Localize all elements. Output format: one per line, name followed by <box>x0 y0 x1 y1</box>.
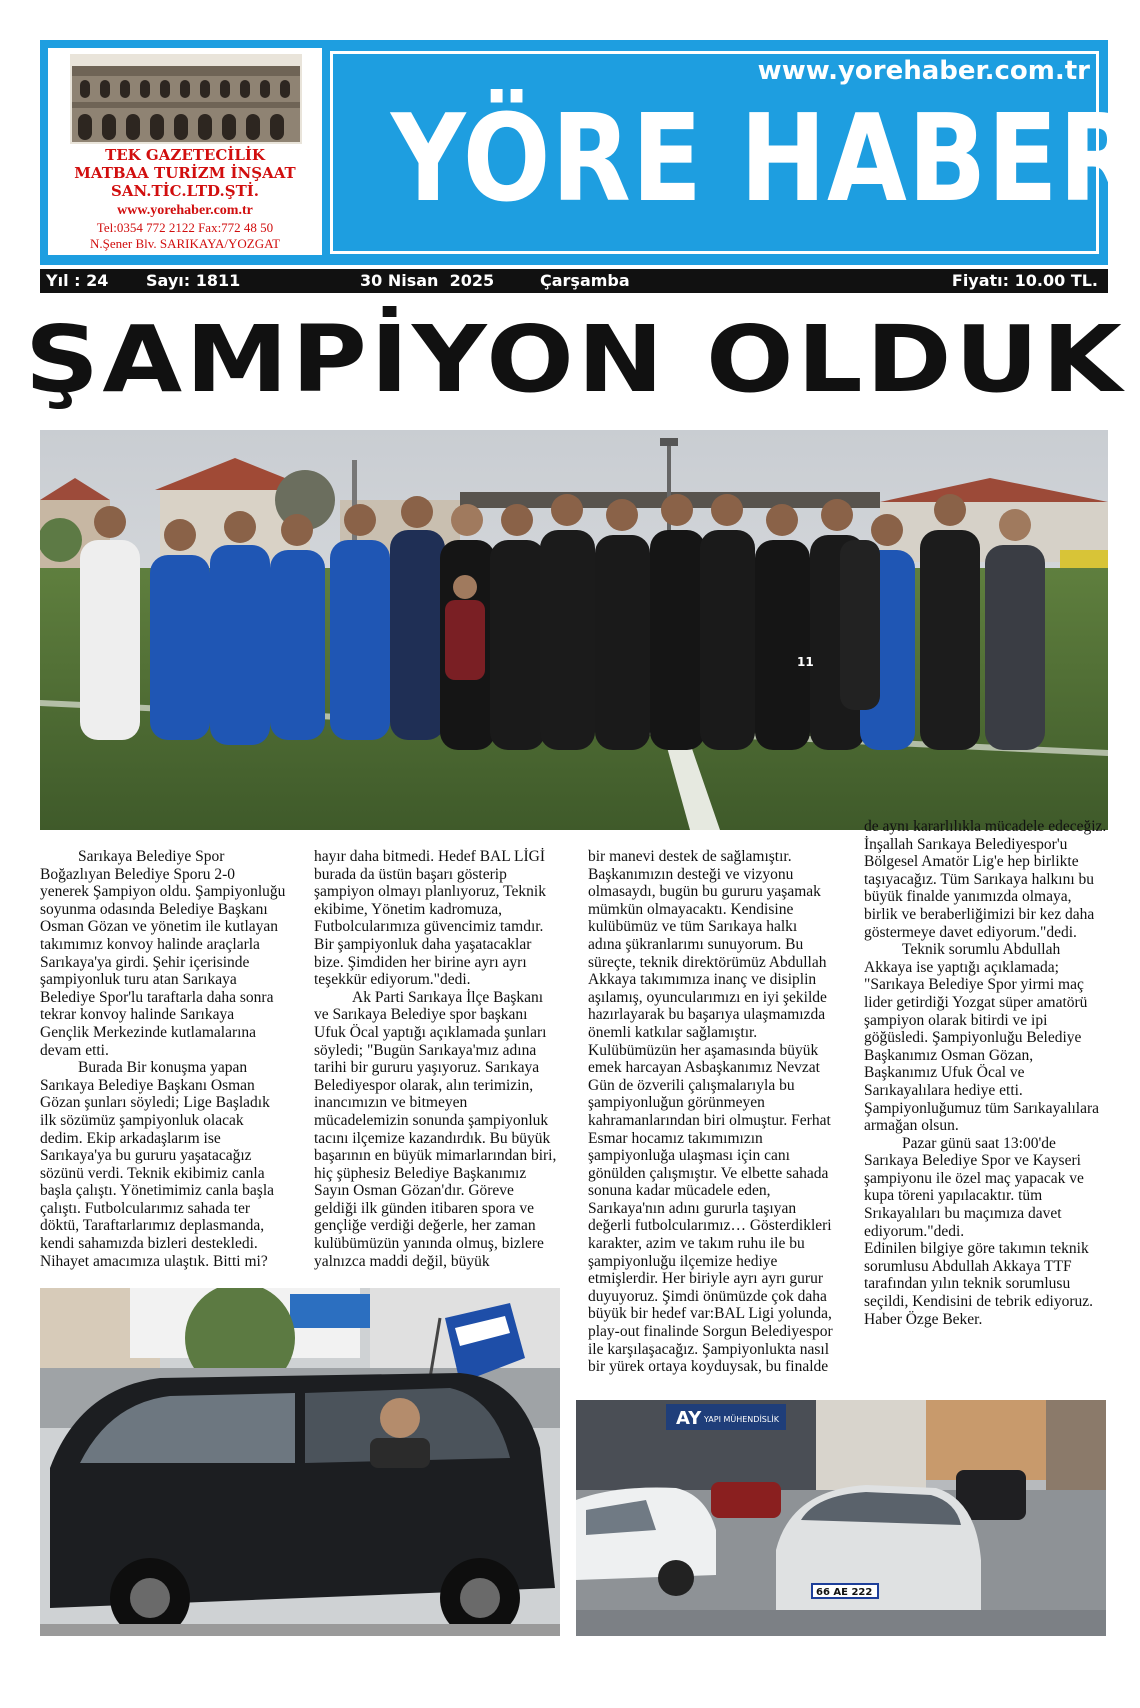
issue-year: Yıl : 24 <box>46 271 109 290</box>
publisher-address: N.Şener Blv. SARIKAYA/YOZGAT <box>89 236 281 251</box>
issue-price: Fiyatı: 10.00 TL. <box>951 271 1098 290</box>
article-paragraph: Burada Bir konuşma yapan Sarıkaya Belediye Başkanı Osman Gözan şunları söyledi; Lige Başladık ilk sözümüz şampiyonluk olacak dedim. Ekip arkadaşlarım ise Sarıkaya'ya bu gururu yaşatacağız sözünü verdi. Teknik ekibimiz canla başla çalıştı. Yönetimimiz canla başla çalıştı. Futbolcularımız sahada ter döktü, Taraftarlarımız deplasmanda, kendi sahamızda bizleri destekledi. Nihayet amacımıza ulaştık. Bitti mi? <box>40 1059 274 1270</box>
main-headline: ŞAMPİYON OLDUK <box>24 306 1126 413</box>
license-plate: 66 AE 222 <box>816 1587 873 1598</box>
issue-weekday: Çarşamba <box>540 271 630 290</box>
article-paragraph: Teknik sorumlu Abdullah Akkaya ise yaptığı açıklamada; "Sarıkaya Belediye Spor yirmi maç lider getirdiği Yozgat süper amatörü şampiyon olarak bitirdi ve ipi göğüsledi. Şampiyonluğu Belediye Başkanımız Osman Gözan, Başkanımız Ufuk Öcal ve Sarıkayalılara hediye etti. Şampiyonluğumuz tüm Sarıkayalılara armağan olsun. <box>864 941 1100 1135</box>
convoy-photo-left <box>40 1288 560 1636</box>
issue-number: Sayı: 1811 <box>146 271 241 290</box>
publisher-website[interactable]: www.yorehaber.com.tr <box>117 203 253 218</box>
shop-sign: AY <box>676 1408 702 1429</box>
team-photo <box>40 430 1108 830</box>
jersey-number: 11 <box>797 655 814 669</box>
publisher-phone: Tel:0354 772 2122 Fax:772 48 50 <box>96 220 274 235</box>
article-paragraph: Edinilen bilgiye göre takımın teknik sorumlusu Abdullah Akkaya TTF tarafından yılın teknik sorumlusu seçildi, Kendisini de tebrik ediyoruz. Haber Özge Beker. <box>864 1240 1093 1328</box>
article-column-3 <box>588 848 834 1376</box>
site-url[interactable]: www.yorehaber.com.tr <box>757 56 1090 86</box>
newspaper-title: YÖRE HABER <box>390 90 1139 229</box>
historic-building-image <box>70 54 302 144</box>
article-column-1 <box>40 848 286 1270</box>
publisher-name-line-2: MATBAA TURİZM İNŞAAT <box>74 164 296 182</box>
article-column-2 <box>314 848 560 1270</box>
article-paragraph: Sarıkaya Belediye Spor Boğazlıyan Belediye Sporu 2-0 yenerek Şampiyon oldu. Şampiyonluğu soyunma odasında Belediye Başkanı Osman Gözan ve yönetim ile kutlayan takımımız konvoy halinde araçlarla Sarıkaya'ya girdi. Şehir içerisinde şampiyonluk turu atan Sarıkaya Belediye Spor'lu taraftarla daha sonra tekrar konvoy halinde Sarıkaya Gençlik Merkezinde kutlamalarına devam etti. <box>40 848 286 1059</box>
issue-info-bar <box>40 269 1108 293</box>
convoy-photo-right <box>576 1400 1106 1636</box>
article-paragraph: de aynı kararlılıkla mücadele edeceğiz. İnşallah Sarıkaya Belediyespor'u Bölgesel Amatör Lig'e hep birlikte taşıyacağız. Tüm Sarıkaya halkını bu büyük finalde yanımızda olmaya, birlik ve beraberliğimizi bir kez daha göstermeye davet ediyorum."dedi. <box>864 818 1107 941</box>
article-paragraph: Pazar günü saat 13:00'de Sarıkaya Belediye Spor ve Kayseri şampiyonu ile özel maç yapacak ve kupa töreni yapılacaktır. tüm Srıkayalıları bu maçımıza davet ediyorum."dedi. <box>864 1134 1084 1240</box>
publisher-name-line-1: TEK GAZETECİLİK <box>105 146 265 164</box>
shop-sign-sub: YAPI MÜHENDİSLİK <box>704 1415 779 1424</box>
article-paragraph: bir manevi destek de sağlamıştır. Başkanımızın desteği ve vizyonu olmasaydı, bugün bu gururu yaşamak mümkün olmayacaktı. Kendisine kulübümüz ve tüm Sarıkaya halkı adına şükranlarımı sunuyorum. Bu süreçte, teknik direktörümüz Abdullah Akkaya takımımıza inanç ve disiplin aşılamış, oyuncularımızı en iyi şekilde hazırlayarak bu başarıya ulaşmamızda önemli katkılar sağlamıştır. Kulübümüzün her aşamasında büyük emek harcayan Asbaşkanımız Nevzat Gün de özverili çalışmalarıyla bu şampiyonluğun görünmeyen kahramanlarından biri olmuştur. Ferhat Esmar hocamız takımımızın şampiyonluğa ulaşması için canı gönülden çalışmıştır. Ve elbette sahada sonuna kadar mücadele eden, Sarıkaya'nın adını gururla taşıyan değerli futbolcularımız… Gösterdikleri karakter, azim ve takım ruhu ile bu şampiyonluğu ilçemize hediye etmişlerdir. Her biriyle ayrı ayrı gurur duyuyoruz. Şimdi önümüzde çok daha büyük bir hedef var:BAL Ligi yolunda, play-out finalinde Sorgun Belediyespor ile karşılaşacağız. Şampiyonlukta nasıl bir yürek ortaya koyduysak, bu finalde <box>588 848 833 1376</box>
issue-date: 30 Nisan 2025 <box>360 271 495 290</box>
article-paragraph: Ak Parti Sarıkaya İlçe Başkanı ve Sarıkaya Belediye spor başkanı Ufuk Öcal yaptığı açıklamada şunları söyledi; "Bugün Sarıkaya'mız adına tarihi bir gururu yaşıyoruz. Sarıkaya Belediyespor olarak, alın terimizin, inancımızın ve bitmeyen mücadelemizin sonunda şampiyonluk tacını ilçemize kazandırdık. Bu büyük başarının en büyük mimarlarından biri, hiç şüphesiz Belediye Başkanımız Sayın Osman Gözan'dır. Göreve geldiği ilk günden itibaren spora ve gençliğe verdiği değerle, her zaman kulübümüzün yanında olmuş, bizlere yalnızca maddi değil, büyük <box>314 988 557 1270</box>
article-paragraph: hayır daha bitmedi. Hedef BAL LİGİ burada da üstün başarı gösterip şampiyon olmayı planlıyoruz, Teknik ekibime, Yönetim kadromuza, Futbolcularımıza güvencimiz tamdır. Bir şampiyonluk daha yaşatacaklar bize. Şimdiden her birine ayrı ayrı teşekkür ediyorum."dedi. <box>314 848 546 989</box>
article-column-4 <box>864 818 1108 1328</box>
publisher-name-line-3: SAN.TİC.LTD.ŞTİ. <box>111 182 259 200</box>
